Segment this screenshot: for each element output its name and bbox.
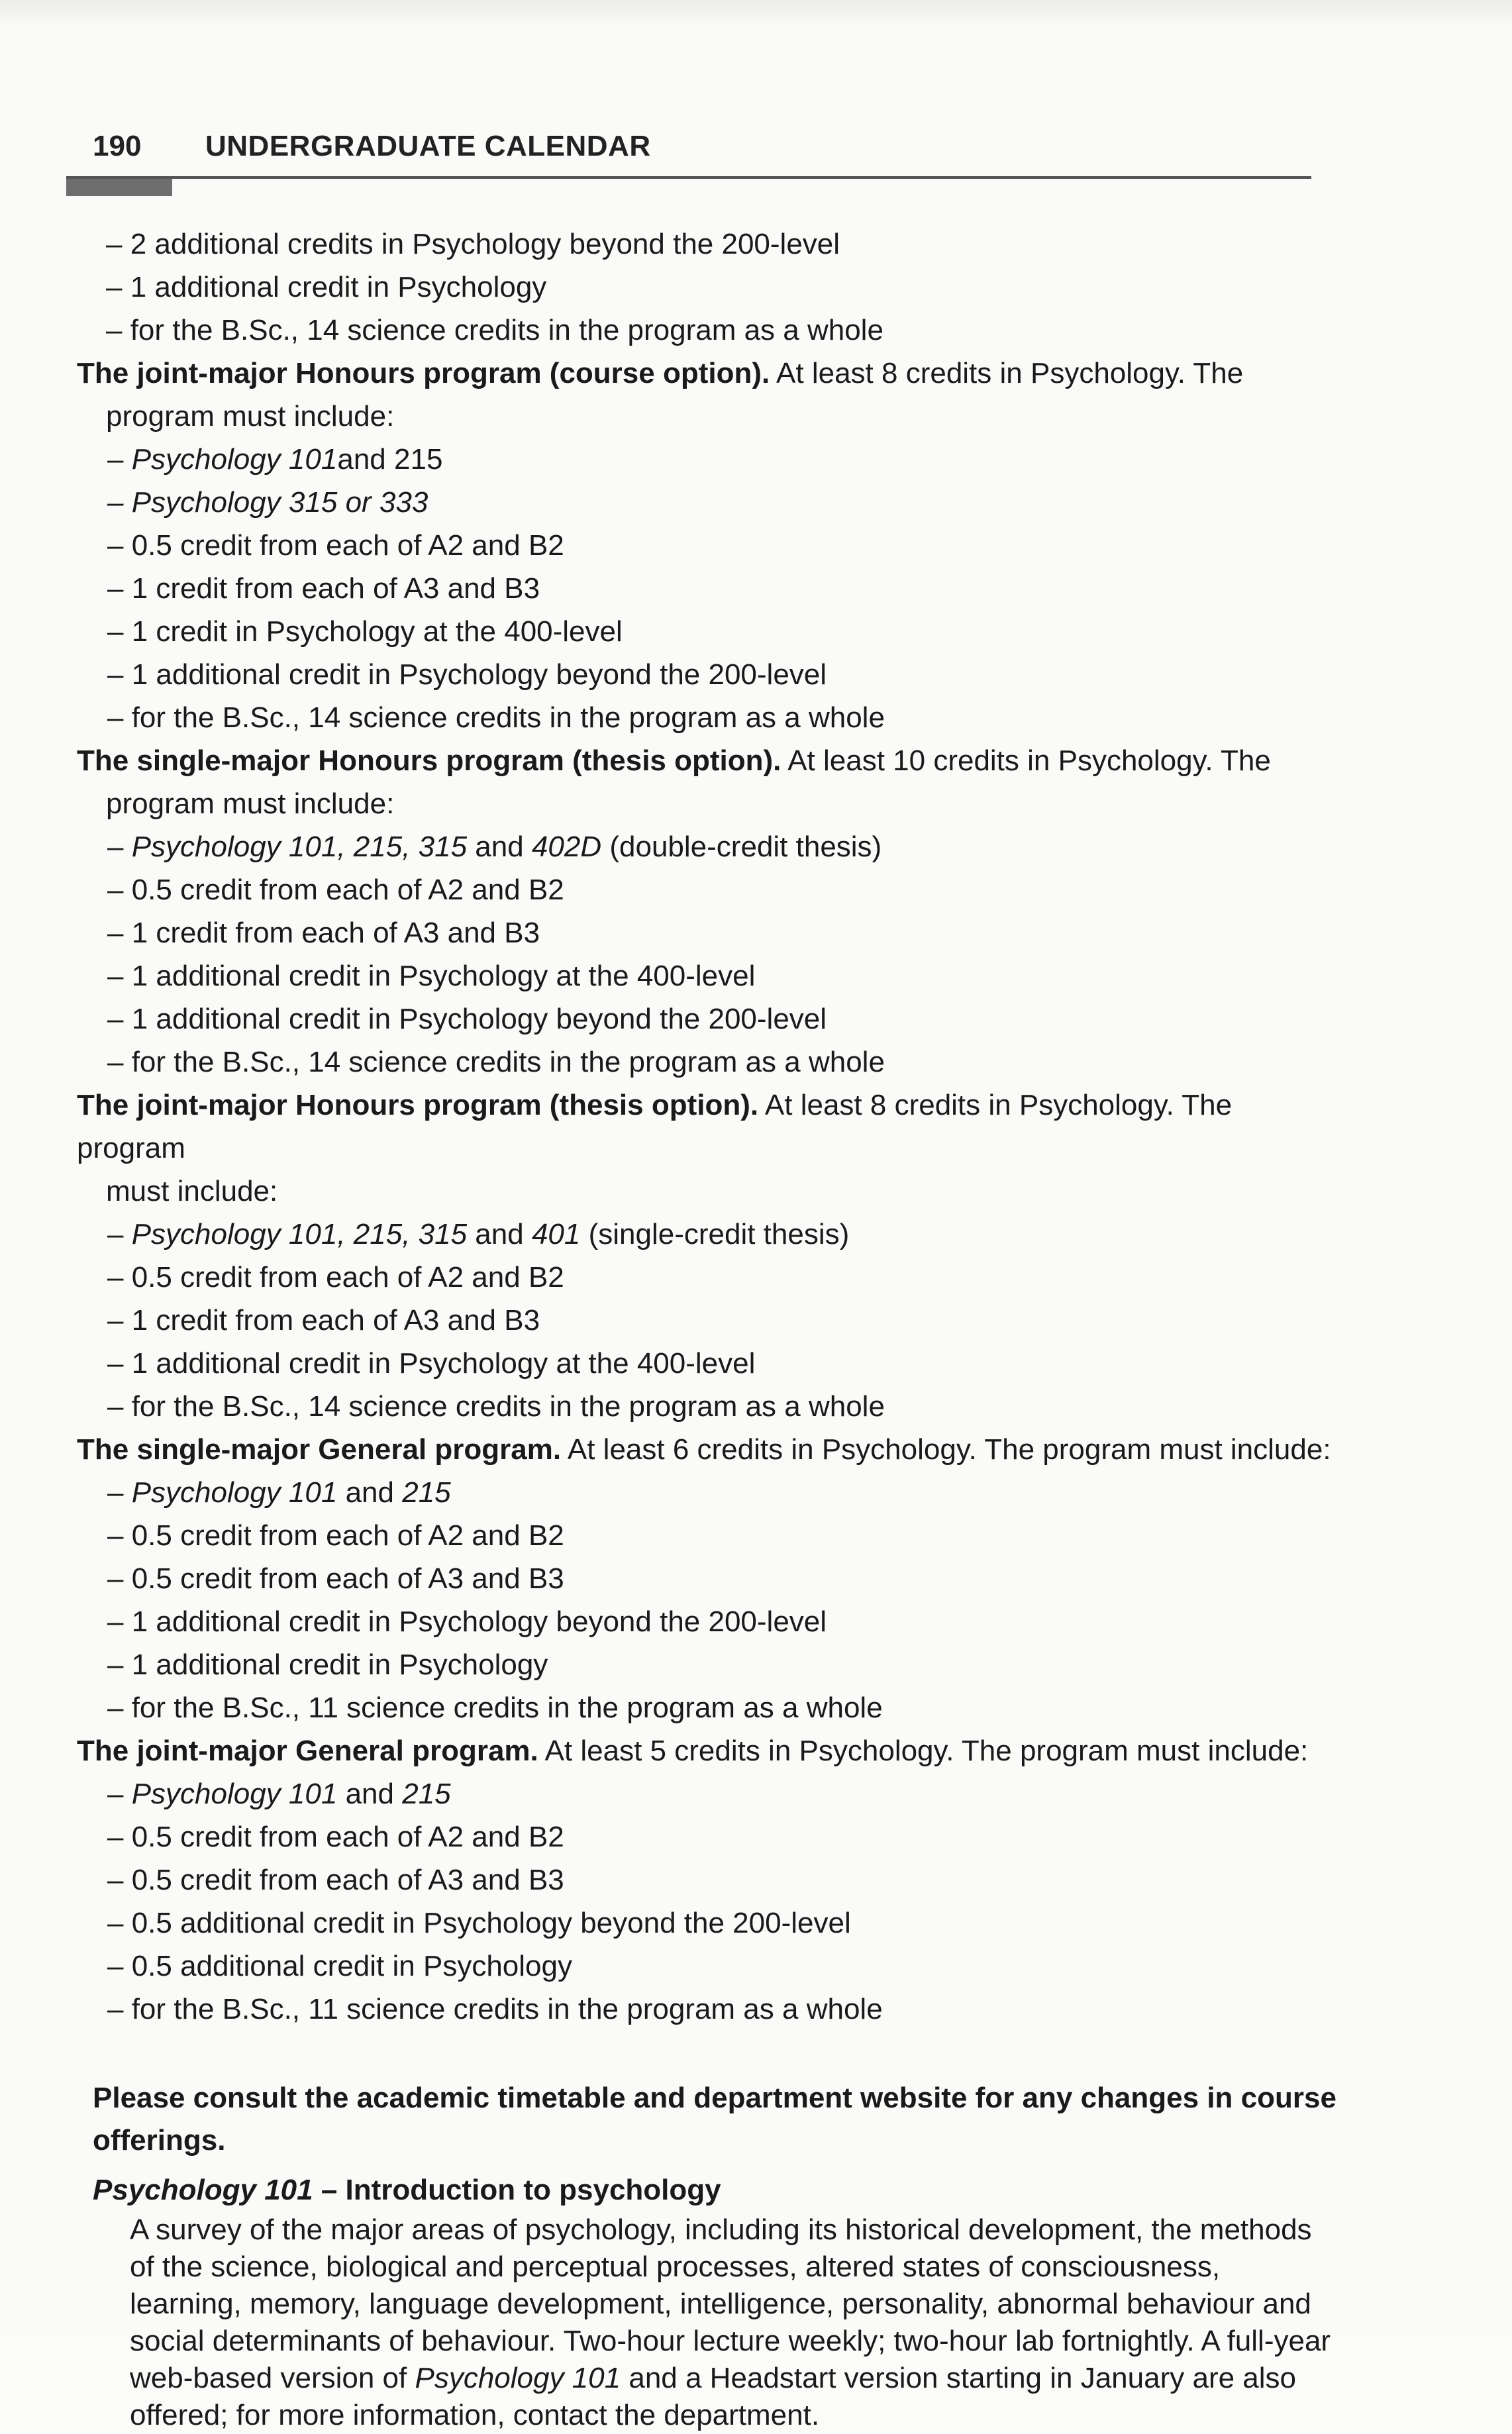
dash: – — [107, 443, 132, 476]
course-ref: Psychology 101 — [131, 443, 338, 476]
page-content — [77, 223, 1348, 2434]
program-description: At least 10 credits in Psychology. The — [781, 744, 1271, 777]
program-title: The joint-major Honours program (thesis option). — [77, 1089, 759, 1121]
requirement-item: – for the B.Sc., 14 science credits in the program as a whole — [106, 314, 883, 346]
requirement-item: – for the B.Sc., 11 science credits in the program as a whole — [107, 1993, 883, 2025]
program-requirements — [77, 1213, 1348, 1428]
requirement-text: and — [467, 831, 532, 863]
program-description-continued: program must include: — [106, 400, 395, 432]
program-joint-honours-thesis — [77, 1084, 1348, 1428]
program-joint-honours-course — [77, 352, 1348, 739]
course-ref: Psychology 101 — [131, 1476, 338, 1509]
program-heading — [77, 1729, 1348, 1772]
requirement-item: – 0.5 credit from each of A3 and B3 — [107, 1562, 564, 1595]
program-single-honours-thesis — [77, 739, 1348, 1084]
course-description — [77, 2211, 1335, 2434]
program-description: At least 5 credits in Psychology. The program must include: — [538, 1735, 1309, 1767]
requirement-item: – 0.5 credit from each of A2 and B2 — [107, 874, 564, 906]
requirement-item: – 0.5 credit from each of A2 and B2 — [107, 1821, 564, 1853]
program-title: The single-major Honours program (thesis option). — [77, 744, 781, 777]
course-ref: Psychology 101, 215, 315 — [131, 1218, 468, 1250]
requirement-text: and — [467, 1218, 532, 1250]
requirement-text: and 215 — [337, 443, 443, 476]
requirement-item: – 1 credit from each of A3 and B3 — [107, 1304, 540, 1337]
requirement-item: – for the B.Sc., 14 science credits in the program as a whole — [107, 1046, 885, 1078]
requirement-item — [107, 438, 1348, 481]
program-heading — [77, 739, 1348, 782]
requirement-item — [107, 825, 1348, 868]
requirement-text: (single-credit thesis) — [580, 1218, 850, 1250]
intro-requirements — [77, 223, 1348, 352]
program-title: The joint-major General program. — [77, 1735, 538, 1767]
requirement-item: – 1 credit in Psychology at the 400-level — [107, 615, 623, 648]
requirement-item: – 1 credit from each of A3 and B3 — [107, 917, 540, 949]
course-ref: Psychology 101, 215, 315 — [131, 831, 468, 863]
requirement-item: – 0.5 credit from each of A2 and B2 — [107, 1519, 564, 1552]
program-requirements — [77, 1772, 1348, 2031]
requirement-item: – 1 additional credit in Psychology beyond the 200-level — [107, 1003, 827, 1035]
requirement-item: – Psychology 315 or 333 — [107, 486, 428, 519]
requirement-item: – 0.5 additional credit in Psychology — [107, 1950, 572, 1982]
requirement-item: – 1 additional credit in Psychology beyond the 200-level — [107, 1605, 827, 1638]
requirement-item: – 1 additional credit in Psychology at the 400-level — [107, 960, 756, 992]
requirement-item: – for the B.Sc., 14 science credits in the program as a whole — [107, 701, 885, 734]
page-number: 190 — [93, 130, 142, 162]
program-heading — [77, 1084, 1348, 1170]
dash: – — [107, 1778, 132, 1810]
course-ref: Psychology 101 — [131, 1778, 338, 1810]
header-accent-bar — [66, 179, 172, 196]
requirement-item — [107, 1471, 1348, 1514]
program-single-general — [77, 1428, 1348, 1729]
course-heading — [77, 2168, 1348, 2211]
dash: – — [107, 1218, 132, 1250]
course-ref: 401 — [531, 1218, 581, 1250]
running-head: UNDERGRADUATE CALENDAR — [205, 130, 651, 162]
course-code: Psychology 101 — [93, 2174, 313, 2206]
header-rule — [66, 176, 1311, 179]
course-description-text: and a Headstart version starting in January are also offered; for more information, contact the department. — [130, 2362, 1297, 2431]
program-description: At least 8 credits in Psychology. The program — [77, 1089, 1233, 1164]
requirement-text: (double-credit thesis) — [601, 831, 882, 863]
course-name: Introduction to psychology — [345, 2174, 721, 2206]
requirement-item: – 0.5 credit from each of A2 and B2 — [107, 1261, 564, 1293]
requirement-item: – for the B.Sc., 14 science credits in the program as a whole — [107, 1390, 885, 1423]
course-ref: Psychology 101 — [415, 2362, 621, 2394]
requirement-item: – 1 additional credit in Psychology at the 400-level — [107, 1347, 756, 1380]
course-description-text: A survey of the major areas of psychology, including its historical development, the methods of the science, biological and perceptual processes, altered states of consciousness, learning, memory, language development, intelligence, personality, abnormal behaviour and social determinants of behaviour. Two-hour lecture weekly; two-hour lab fortnightly. A full-year web-based version of — [130, 2213, 1331, 2394]
course-ref: 215 — [402, 1778, 451, 1810]
program-requirements — [77, 825, 1348, 1084]
consult-note: Please consult the academic timetable and department website for any changes in course offerings. — [93, 2082, 1336, 2156]
dash: – — [107, 1476, 132, 1509]
requirement-item: – 2 additional credits in Psychology beyond the 200-level — [106, 228, 840, 260]
scan-edge-shadow — [0, 0, 1512, 26]
course-ref: 402D — [531, 831, 602, 863]
requirement-item: – 1 credit from each of A3 and B3 — [107, 572, 540, 605]
requirement-item: – 1 additional credit in Psychology — [107, 1648, 548, 1681]
program-title: The joint-major Honours program (course option). — [77, 357, 770, 389]
requirement-item — [107, 1213, 1348, 1256]
requirement-item: – for the B.Sc., 11 science credits in the program as a whole — [107, 1692, 883, 1724]
requirement-item: – 0.5 credit from each of A3 and B3 — [107, 1864, 564, 1896]
program-description: At least 6 credits in Psychology. The program must include: — [561, 1433, 1331, 1466]
requirement-item: – 0.5 additional credit in Psychology beyond the 200-level — [107, 1907, 851, 1939]
program-title: The single-major General program. — [77, 1433, 562, 1466]
program-requirements — [77, 1471, 1348, 1729]
requirement-item: – 1 additional credit in Psychology — [106, 271, 547, 303]
program-heading — [77, 1428, 1348, 1471]
requirement-text: and — [337, 1476, 403, 1509]
page-header — [93, 130, 1325, 183]
program-description-continued: must include: — [106, 1175, 278, 1207]
program-description: At least 8 credits in Psychology. The — [770, 357, 1244, 389]
requirement-item: – 1 additional credit in Psychology beyond the 200-level — [107, 658, 827, 691]
program-requirements — [77, 438, 1348, 739]
program-description-continued: program must include: — [106, 787, 395, 820]
course-ref: 215 — [402, 1476, 451, 1509]
program-joint-general — [77, 1729, 1348, 2031]
program-heading — [77, 352, 1348, 395]
dash: – — [107, 831, 132, 863]
course-dash: – — [313, 2174, 346, 2206]
requirement-item — [107, 1772, 1348, 1815]
requirement-item: – 0.5 credit from each of A2 and B2 — [107, 529, 564, 562]
requirement-text: and — [337, 1778, 403, 1810]
